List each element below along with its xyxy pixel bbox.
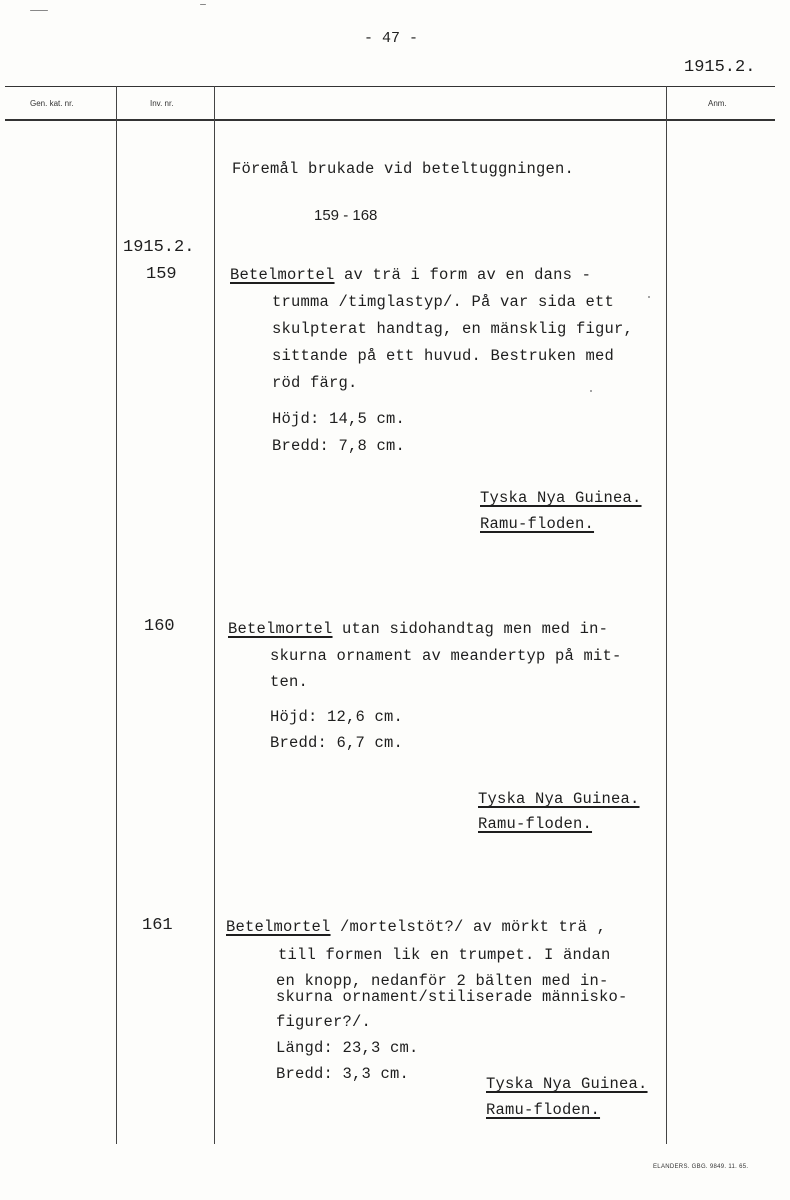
entry-heading (230, 266, 591, 284)
description-line: skurna ornament/stiliserade människo- (276, 988, 628, 1006)
description-line: en knopp, nedanför 2 bälten med in- (276, 972, 609, 990)
description-line: sittande på ett huvud. Bestruken med (272, 347, 615, 365)
origin-region: Tyska Nya Guinea. (478, 790, 640, 808)
description-line: utan sidohandtag men med in- (332, 620, 609, 638)
description-line: trumma /timglastyp/. På var sida ett (272, 293, 615, 311)
inventory-number: 161 (142, 916, 173, 935)
column-divider-inv-text (214, 86, 215, 1144)
description-line: till formen lik en trumpet. I ändan (278, 946, 611, 964)
catalog-number: 1915.2. (684, 58, 756, 77)
scan-mark (648, 296, 650, 298)
scan-mark (590, 390, 592, 392)
inventory-number: 160 (144, 617, 175, 636)
description-line: /mortelstöt?/ av mörkt trä , (330, 918, 607, 936)
object-name: Betelmortel (230, 266, 335, 284)
description-line: skurna ornament av meandertyp på mit- (270, 647, 622, 665)
scan-mark (200, 4, 206, 5)
column-divider-text-anm (666, 86, 667, 1144)
description-line: figurer?/. (276, 1013, 372, 1031)
scan-mark (30, 10, 48, 11)
printer-mark: ELANDERS. GBG. 9849. 11. 65. (653, 1164, 749, 1170)
measurement: Höjd: 12,6 cm. (270, 708, 404, 726)
column-header-anm: Anm. (708, 99, 727, 108)
page-number: - 47 - (364, 30, 419, 47)
entry-heading (228, 620, 608, 638)
object-name: Betelmortel (228, 620, 333, 638)
measurement: Längd: 23,3 cm. (276, 1039, 419, 1057)
origin-region: Tyska Nya Guinea. (480, 489, 642, 507)
entry-heading (226, 918, 606, 936)
origin-locality: Ramu-floden. (486, 1101, 601, 1119)
description-line: röd färg. (272, 374, 358, 392)
origin-region: Tyska Nya Guinea. (486, 1075, 648, 1093)
header-top-rule (5, 86, 775, 87)
object-name: Betelmortel (226, 918, 331, 936)
origin-locality: Ramu-floden. (480, 515, 595, 533)
description-line: skulpterat handtag, en mänsklig figur, (272, 320, 634, 338)
measurement: Bredd: 6,7 cm. (270, 734, 404, 752)
measurement: Bredd: 7,8 cm. (272, 437, 406, 455)
measurement: Höjd: 14,5 cm. (272, 410, 406, 428)
description-line: av trä i form av en dans - (334, 266, 592, 284)
header-bottom-rule (5, 119, 775, 121)
column-divider-gen-inv (116, 86, 117, 1144)
inventory-number: 159 (146, 265, 177, 284)
measurement: Bredd: 3,3 cm. (276, 1065, 410, 1083)
section-range: 159 - 168 (314, 207, 378, 224)
origin-locality: Ramu-floden. (478, 815, 593, 833)
series-label: 1915.2. (123, 238, 195, 257)
column-header-inv: Inv. nr. (150, 99, 174, 108)
section-title: Föremål brukade vid beteltuggningen. (232, 160, 575, 178)
column-header-gen-kat: Gen. kat. nr. (30, 99, 74, 108)
description-line: ten. (270, 673, 309, 691)
